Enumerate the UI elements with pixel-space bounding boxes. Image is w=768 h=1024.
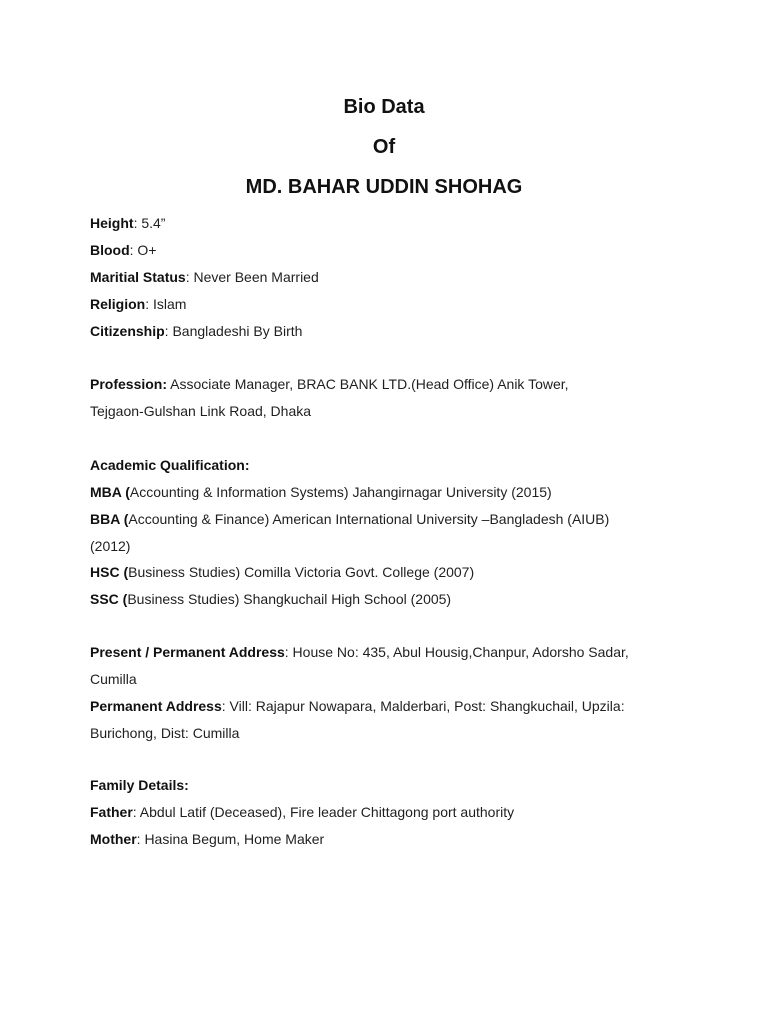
marital-status-value: : Never Been Married — [185, 269, 319, 285]
ssc-label: SSC ( — [90, 591, 128, 607]
permanent-address-label: Permanent Address — [90, 698, 222, 714]
bba-label: BBA ( — [90, 511, 129, 527]
religion-value: : Islam — [145, 296, 187, 312]
father-label: Father — [90, 804, 133, 820]
ssc-value: Business Studies) Shangkuchail High School (2005) — [127, 591, 452, 607]
bba-row-cont — [90, 537, 680, 555]
present-address-value: : House No: 435, Abul Housig,Chanpur, Adorsho Sadar, — [284, 644, 629, 660]
mother-row — [90, 830, 680, 848]
mother-value: : Hasina Begum, Home Maker — [136, 831, 325, 847]
doc-title-line1: Bio Data — [343, 96, 425, 118]
blood-row — [90, 241, 680, 259]
height-row — [90, 214, 680, 232]
mba-label: MBA ( — [90, 484, 130, 500]
profession-row-cont — [90, 402, 680, 420]
profession-value-cont: Tejgaon-Gulshan Link Road, Dhaka — [90, 403, 312, 419]
family-heading-text: Family Details: — [90, 777, 189, 793]
present-address-row-cont — [90, 670, 680, 688]
profession-value: Associate Manager, BRAC BANK LTD.(Head Office) Anik Tower, — [167, 376, 569, 392]
academic-heading — [90, 456, 680, 474]
height-label: Height — [90, 215, 134, 231]
profession-row — [90, 375, 680, 393]
religion-label: Religion — [90, 296, 146, 312]
present-address-row — [90, 643, 680, 661]
marital-status-label: Maritial Status — [90, 269, 186, 285]
doc-title-name: MD. BAHAR UDDIN SHOHAG — [245, 176, 523, 198]
ssc-row — [90, 590, 680, 608]
citizenship-value: : Bangladeshi By Birth — [164, 323, 303, 339]
citizenship-label: Citizenship — [90, 323, 165, 339]
marital-status-row — [90, 268, 680, 286]
profession-label: Profession: — [90, 376, 168, 392]
family-heading — [90, 776, 680, 794]
mba-value: Accounting & Information Systems) Jahangirnagar University (2015) — [129, 484, 552, 500]
permanent-address-value: : Vill: Rajapur Nowapara, Malderbari, Post: Shangkuchail, Upzila: — [221, 698, 625, 714]
bba-value: Accounting & Finance) American International University –Bangladesh (AIUB) — [128, 511, 610, 527]
mother-label: Mother — [90, 831, 137, 847]
permanent-address-row — [90, 697, 680, 715]
religion-row — [90, 295, 680, 313]
permanent-address-value-cont: Burichong, Dist: Cumilla — [90, 725, 240, 741]
blood-label: Blood — [90, 242, 130, 258]
academic-heading-text: Academic Qualification: — [90, 457, 250, 473]
bba-value-cont: (2012) — [90, 538, 131, 554]
permanent-address-row-cont — [90, 724, 680, 742]
bba-row — [90, 510, 680, 528]
father-row — [90, 803, 680, 821]
present-address-label: Present / Permanent Address — [90, 644, 285, 660]
hsc-value: Business Studies) Comilla Victoria Govt. College (2007) — [128, 564, 475, 580]
blood-value: : O+ — [129, 242, 157, 258]
mba-row — [90, 483, 680, 501]
doc-title-line2: Of — [372, 136, 396, 158]
present-address-value-cont: Cumilla — [90, 671, 137, 687]
hsc-label: HSC ( — [90, 564, 129, 580]
father-value: : Abdul Latif (Deceased), Fire leader Chittagong port authority — [132, 804, 515, 820]
height-value: : 5.4” — [133, 215, 166, 231]
citizenship-row — [90, 322, 680, 340]
hsc-row — [90, 563, 680, 581]
